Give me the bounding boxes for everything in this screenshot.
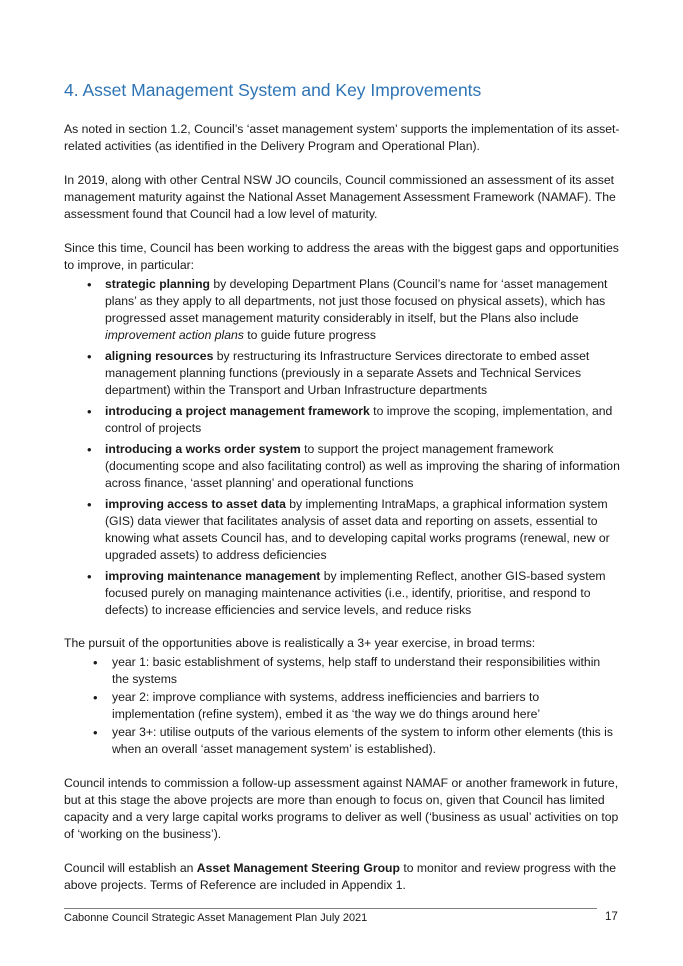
list-item-text: by implementing Reflect, another GIS-based system focused purely on managing maintenance activities (i.e., identify, prioritise, and respond to defects) to increase efficiencies and service levels, and reduce risks <box>105 569 606 617</box>
list-item: • year 3+: utilise outputs of the various elements of the system to inform other elements (this is when an overall ‘asset management system’ is established). <box>64 724 620 758</box>
list-item-bold: aligning resources <box>105 349 214 363</box>
list-item-bold: introducing a project management framework <box>105 404 370 418</box>
list-item-text: by implementing IntraMaps, a graphical information system (GIS) data viewer that facilitates analysis of asset data and reporting on assets, essential to knowing what assets Council has, and to developing capital works programs (renewal, new or upgraded assets) to address deficiencies <box>105 497 610 562</box>
paragraph-steering-group <box>64 860 620 894</box>
section-heading: 4. Asset Management System and Key Improvements <box>64 80 482 100</box>
body-content <box>64 121 620 911</box>
list-item <box>64 403 620 437</box>
list-item-bold: introducing a works order system <box>105 442 301 456</box>
list-item-tail: to guide future progress <box>243 328 376 342</box>
paragraph-followup: Council intends to commission a follow-up assessment against NAMAF or another framework in future, but at this stage the above projects are more than enough to focus on, given that Council has limited capacity and a very large capital works programs to deliver as well (‘business as usual’ activities on top of ‘working on the business’). <box>64 776 619 841</box>
paragraph-namaf: In 2019, along with other Central NSW JO councils, Council commissioned an assessment of its asset management maturity against the National Asset Management Assessment Framework (NAMAF). The assessment found that Council had a low level of maturity. <box>64 173 616 221</box>
years-list <box>64 654 620 758</box>
list-item-bold: improving access to asset data <box>105 497 286 511</box>
list-item-text: to improve the scoping, implementation, and control of projects <box>105 404 613 435</box>
list-item <box>64 441 620 492</box>
paragraph-since: Since this time, Council has been working to address the areas with the biggest gaps and opportunities to improve, in particular: <box>64 241 619 272</box>
list-item-text: by developing Department Plans (Council’s name for ‘asset management plans’ as they apply to all departments, not just those focused on physical assets), which has progressed asset management maturity considerably in itself, but the Plans also include <box>105 277 608 325</box>
list-item <box>64 348 620 399</box>
list-item-italic: improvement action plans <box>105 328 244 342</box>
list-item <box>64 276 620 344</box>
paragraph-intro: As noted in section 1.2, Council’s ‘asset management system’ supports the implementation of its asset-related activities (as identified in the Delivery Program and Operational Plan). <box>64 122 620 153</box>
paragraph-pursuit: The pursuit of the opportunities above is realistically a 3+ year exercise, in broad terms: <box>64 636 536 650</box>
list-item: • year 2: improve compliance with systems, address inefficiencies and barriers to implementation (refine system), embed it as ‘the way we do things around here’ <box>64 689 620 723</box>
steering-bold: Asset Management Steering Group <box>196 861 400 875</box>
footer-title: Cabonne Council Strategic Asset Management Plan July 2021 <box>64 912 368 924</box>
list-item-text: by restructuring its Infrastructure Services directorate to embed asset management planning functions (previously in a separate Assets and Technical Services department) within the Transport and Urban Infrastructure departments <box>105 349 590 397</box>
improvements-list <box>64 276 620 619</box>
steering-post: to monitor and review progress with the above projects. Terms of Reference are included in Appendix 1. <box>64 861 617 892</box>
list-item <box>64 496 620 564</box>
page-number: 17 <box>605 911 618 923</box>
list-item: • year 1: basic establishment of systems, help staff to understand their responsibilities within the systems <box>64 654 620 688</box>
steering-pre: Council will establish an <box>64 861 197 875</box>
footer-divider <box>64 908 597 909</box>
list-item-bold: strategic planning <box>105 277 210 291</box>
list-item-bold: improving maintenance management <box>105 569 321 583</box>
list-item <box>64 568 620 619</box>
list-item-text: to support the project management framework (documenting scope and also facilitating control) as well as improving the sharing of information across finance, ‘asset planning’ and operational functions <box>105 442 620 490</box>
